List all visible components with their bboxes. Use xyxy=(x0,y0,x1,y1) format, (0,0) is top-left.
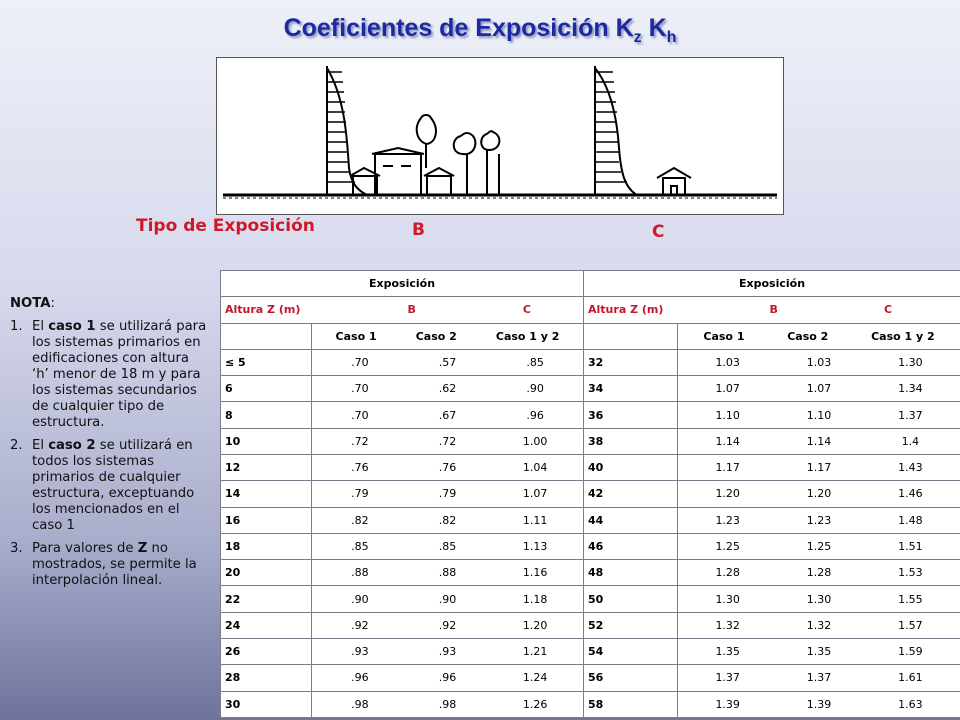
values-cell: 1.10 1.10 1.37 xyxy=(678,402,960,428)
table-row xyxy=(221,507,960,533)
height-cell: 48 xyxy=(584,560,678,586)
note-item: 1. El caso 1 se utilizará para los sistemas primarios en edificaciones con altura ‘h’ menor de 18 m y para los sistemas secundarios de cualquier tipo de estructura. xyxy=(10,319,207,430)
table-row xyxy=(221,638,960,664)
values-cell: .76 .76 1.04 xyxy=(312,454,584,480)
values-cell: .70 .57 .85 xyxy=(312,349,584,375)
height-cell: 54 xyxy=(584,638,678,664)
values-cell: .98 .98 1.26 xyxy=(312,691,584,718)
values-cell: 1.39 1.39 1.63 xyxy=(678,691,960,718)
height-cell: 44 xyxy=(584,507,678,533)
height-cell: 34 xyxy=(584,376,678,402)
values-cell: 1.28 1.28 1.53 xyxy=(678,560,960,586)
height-cell: 20 xyxy=(221,560,312,586)
table-row xyxy=(221,349,960,375)
values-cell: .96 .96 1.24 xyxy=(312,665,584,691)
title-main: Coeficientes de Exposición K xyxy=(283,14,634,42)
values-cell: 1.37 1.37 1.61 xyxy=(678,665,960,691)
table-row xyxy=(221,428,960,454)
table-subheader-right: Altura Z (m) B C xyxy=(584,297,960,323)
title-sub-z: z xyxy=(633,29,642,46)
height-cell: 38 xyxy=(584,428,678,454)
exposure-type-label: Tipo de Exposición xyxy=(136,216,315,236)
height-cell: 22 xyxy=(221,586,312,612)
values-cell: .85 .85 1.13 xyxy=(312,533,584,559)
table-row xyxy=(221,665,960,691)
height-cell: 12 xyxy=(221,454,312,480)
title-sep: K xyxy=(641,14,667,42)
values-cell: 1.32 1.32 1.57 xyxy=(678,612,960,638)
height-cell: 40 xyxy=(584,454,678,480)
exposure-c-label: C xyxy=(652,222,665,242)
table-row xyxy=(221,691,960,718)
height-cell: 46 xyxy=(584,533,678,559)
table-case-header-left: Caso 1 Caso 2 Caso 1 y 2 xyxy=(312,323,584,349)
note-panel xyxy=(10,296,208,596)
height-cell: 16 xyxy=(221,507,312,533)
table-row xyxy=(221,481,960,507)
height-cell: 24 xyxy=(221,612,312,638)
values-cell: .90 .90 1.18 xyxy=(312,586,584,612)
height-cell: 52 xyxy=(584,612,678,638)
note-item: 2. El caso 2 se utilizará en todos los sistemas primarios de cualquier estructura, exceptuando los mencionados en el caso 1 xyxy=(10,438,195,533)
note-item: 3. Para valores de Z no mostrados, se permite la interpolación lineal. xyxy=(10,541,197,588)
table-row xyxy=(221,586,960,612)
values-cell: .79 .79 1.07 xyxy=(312,481,584,507)
height-cell: 28 xyxy=(221,665,312,691)
table-header-right: Exposición xyxy=(584,271,960,297)
height-cell: ≤ 5 xyxy=(221,349,312,375)
values-cell: 1.25 1.25 1.51 xyxy=(678,533,960,559)
table-row xyxy=(221,376,960,402)
height-cell: 30 xyxy=(221,691,312,718)
height-cell: 58 xyxy=(584,691,678,718)
values-cell: 1.20 1.20 1.46 xyxy=(678,481,960,507)
values-cell: 1.30 1.30 1.55 xyxy=(678,586,960,612)
values-cell: 1.17 1.17 1.43 xyxy=(678,454,960,480)
height-cell: 50 xyxy=(584,586,678,612)
height-cell: 56 xyxy=(584,665,678,691)
height-cell: 26 xyxy=(221,638,312,664)
height-cell: 6 xyxy=(221,376,312,402)
table-row xyxy=(221,454,960,480)
table-row xyxy=(221,612,960,638)
height-cell: 8 xyxy=(221,402,312,428)
values-cell: 1.14 1.14 1.4 xyxy=(678,428,960,454)
values-cell: 1.03 1.03 1.30 xyxy=(678,349,960,375)
height-cell: 36 xyxy=(584,402,678,428)
table-header-left: Exposición xyxy=(221,271,584,297)
height-cell: 10 xyxy=(221,428,312,454)
table-row xyxy=(221,533,960,559)
table-row xyxy=(221,402,960,428)
values-cell: .93 .93 1.21 xyxy=(312,638,584,664)
values-cell: 1.23 1.23 1.48 xyxy=(678,507,960,533)
exposure-illustration xyxy=(216,57,784,215)
values-cell: .70 .67 .96 xyxy=(312,402,584,428)
table-row xyxy=(221,560,960,586)
values-cell: .92 .92 1.20 xyxy=(312,612,584,638)
values-cell: .70 .62 .90 xyxy=(312,376,584,402)
values-cell: .82 .82 1.11 xyxy=(312,507,584,533)
table-subheader-left: Altura Z (m) B C xyxy=(221,297,584,323)
height-cell: 14 xyxy=(221,481,312,507)
height-cell: 18 xyxy=(221,533,312,559)
table-case-header-right: Caso 1 Caso 2 Caso 1 y 2 xyxy=(678,323,960,349)
exposure-b-label: B xyxy=(412,220,425,240)
exposure-coefficients-table xyxy=(220,270,960,718)
values-cell: .88 .88 1.16 xyxy=(312,560,584,586)
note-title: NOTA: xyxy=(10,296,55,311)
values-cell: 1.35 1.35 1.59 xyxy=(678,638,960,664)
values-cell: .72 .72 1.00 xyxy=(312,428,584,454)
page-title xyxy=(0,14,960,47)
height-cell: 32 xyxy=(584,349,678,375)
values-cell: 1.07 1.07 1.34 xyxy=(678,376,960,402)
note-list xyxy=(10,319,208,589)
height-cell: 42 xyxy=(584,481,678,507)
title-sub-h: h xyxy=(666,29,677,46)
